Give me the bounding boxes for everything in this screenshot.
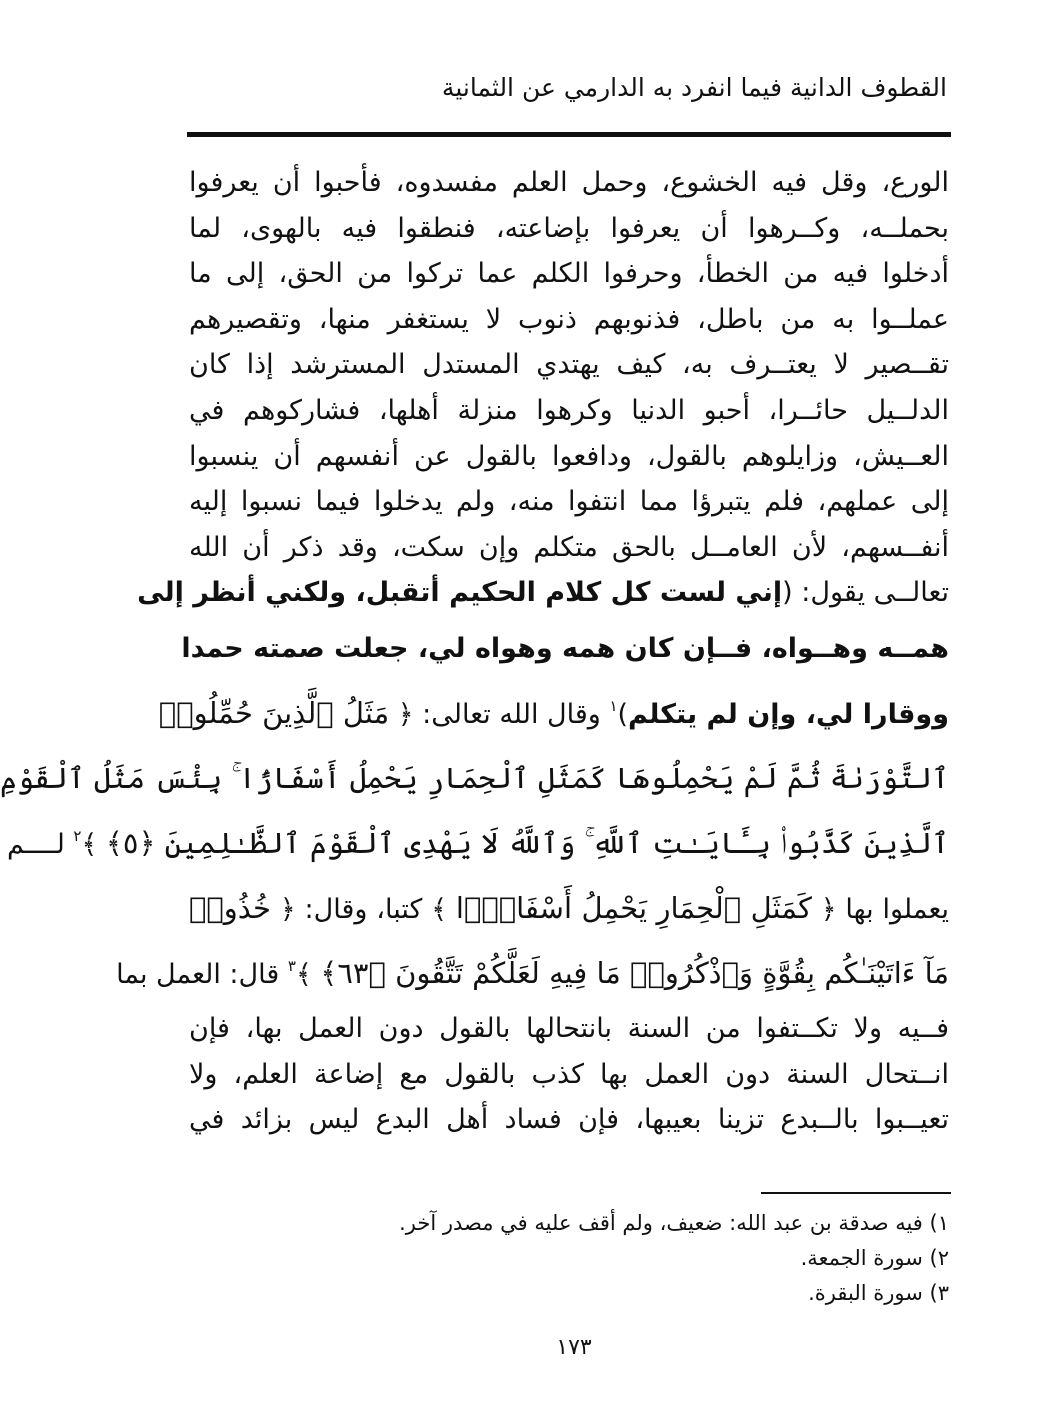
quote-close: ) (617, 698, 629, 730)
quran-verse: مَآ ءَاتَيْنَـٰكُم بِقُوَّةٍ وَٱذْكُرُوا۟ مَا فِيهِ لَعَلَّكُمْ تَتَّقُونَ ﴿٦٣﴾ (320, 955, 949, 990)
text-line-quote: همــه وهــواه، فــإن كان همه وهواه لي، جعلت صمته حمدا (181, 632, 949, 664)
quran-verse: خُذُوا۟ (189, 890, 271, 925)
footnote-ref-2[interactable]: ٢ (73, 826, 82, 845)
text-line-verse-end (116, 941, 949, 1006)
text-line: فــيه ولا تكــتفوا من السنة بانتحالها بالقول دون العمل بها، فإن (189, 1012, 949, 1044)
text-line: الورع، وقل فيه الخشوع، وحمل العلم مفسدوه، فأحبوا أن يعرفوا (189, 167, 949, 198)
text-fragment: يعملوا بها ﴿ (811, 893, 949, 925)
quote-intro: تعالــى يقول: ( (782, 577, 949, 609)
quoted-saying-end: ووقارا لي، وإن لم يتكلم (628, 698, 949, 730)
text-line: إلى عملهم، فلم يتبرؤا مما انتفوا منه، ولم يدخلوا فيما نسبوا إليه (189, 486, 949, 518)
text-fragment: لــــم (7, 828, 74, 860)
text-line-verse (189, 876, 949, 941)
verse-close: ﴾ (81, 828, 106, 860)
text-line-verse-end (7, 811, 949, 876)
verse-intro: وقال الله تعالى: ﴿ (389, 698, 610, 730)
quran-verse: كَمَثَلِ ٱلْحِمَارِ يَحْمِلُ أَسْفَارًۢا (455, 890, 812, 925)
text-line: انــتحال السنة دون العمل بها كذب بالقول مع إضاعة العلم، ولا (189, 1058, 949, 1090)
main-text (0, 160, 949, 1143)
footnotes (249, 1206, 949, 1311)
text-line-quote-start (137, 570, 949, 616)
footnote-rule (761, 1192, 951, 1194)
footnote-3: ٣) سورة البقرة. (808, 1281, 949, 1305)
footnote-text: سورة البقرة. (808, 1281, 923, 1305)
verse-close: ﴾ (295, 958, 321, 990)
quran-verse-line: ٱلتَّوْرَىٰةَ ثُمَّ لَمْ يَحْمِلُوهَا كَمَثَلِ ٱلْحِمَارِ يَحْمِلُ أَسْفَارًۢا ۚ بِئْسَ مَثَلُ ٱلْقَوْمِ (0, 760, 949, 795)
text-line: بحملــه، وكــرهوا أن يعرفوا بإضاعته، فنطقوا فيه بالهوى، لما (189, 212, 949, 244)
footnote-mark: ١ (937, 1211, 949, 1235)
footnote-text: فيه صدقة بن عبد الله: ضعيف، ولم أقف عليه في مصدر آخر. (399, 1211, 923, 1235)
footnote-2: ٢) سورة الجمعة. (800, 1246, 949, 1270)
footnote-1: ١) فيه صدقة بن عبد الله: ضعيف، ولم أقف عليه في مصدر آخر. (399, 1211, 949, 1235)
footnote-mark: ٢ (937, 1246, 949, 1270)
text-line: الدلــيل حائــرا، أحبو الدنيا وكرهوا منزلة أهلها، فشاركوهم في (189, 394, 949, 426)
page-number: ١٧٣ (556, 1335, 592, 1360)
text-line: العــيش، وزايلوهم بالقول، ودافعوا بالقول عن أنفسهم أن ينسبوا (189, 440, 949, 472)
text-line-quote-end (158, 681, 949, 746)
text-line: تقــصير لا يعتــرف به، كيف يهتدي المستدل المسترشد إذا كان (189, 349, 949, 381)
footnote-ref-1[interactable]: ١ (609, 696, 618, 715)
header-rule (187, 132, 951, 137)
footnote-mark: ٣ (937, 1281, 949, 1305)
text-line: عملــوا به من باطل، فذنوبهم ذنوب لا يستغفر منها، وتقصيرهم (189, 303, 949, 335)
text-line: أدخلوا فيه من الخطأ، وحرفوا الكلم عما تركوا من الحق، إلى ما (189, 258, 949, 290)
text-line: أنفــسهم، لأن العامــل بالحق متكلم وإن سكت، وقد ذكر أن الله (189, 531, 949, 563)
quran-verse: مَثَلُ ٱلَّذِينَ حُمِّلُوا۟ (158, 695, 390, 730)
text-line: تعيــبوا بالــبدع تزينا بعيبها، فإن فساد أهل البدع ليس بزائد في (189, 1104, 949, 1136)
quran-verse: ٱلَّذِينَ كَذَّبُوا۟ بِـَٔايَـٰتِ ٱللَّهِ ۚ وَٱللَّهُ لَا يَهْدِى ٱلْقَوْمَ ٱلظَّـٰلِمِينَ ﴿٥﴾ (105, 825, 949, 860)
text-fragment: ﴾ كتبا، وقال: ﴿ (270, 893, 456, 925)
running-header: القطوف الدانية فيما انفرد به الدارمي عن الثمانية (441, 73, 947, 102)
quoted-saying: إني لست كل كلام الحكيم أتقبل، ولكني أنظر إلى (137, 577, 783, 609)
text-fragment: قال: العمل بما (116, 958, 288, 990)
footnote-ref-3[interactable]: ٣ (287, 956, 296, 975)
footnote-text: سورة الجمعة. (800, 1246, 923, 1270)
